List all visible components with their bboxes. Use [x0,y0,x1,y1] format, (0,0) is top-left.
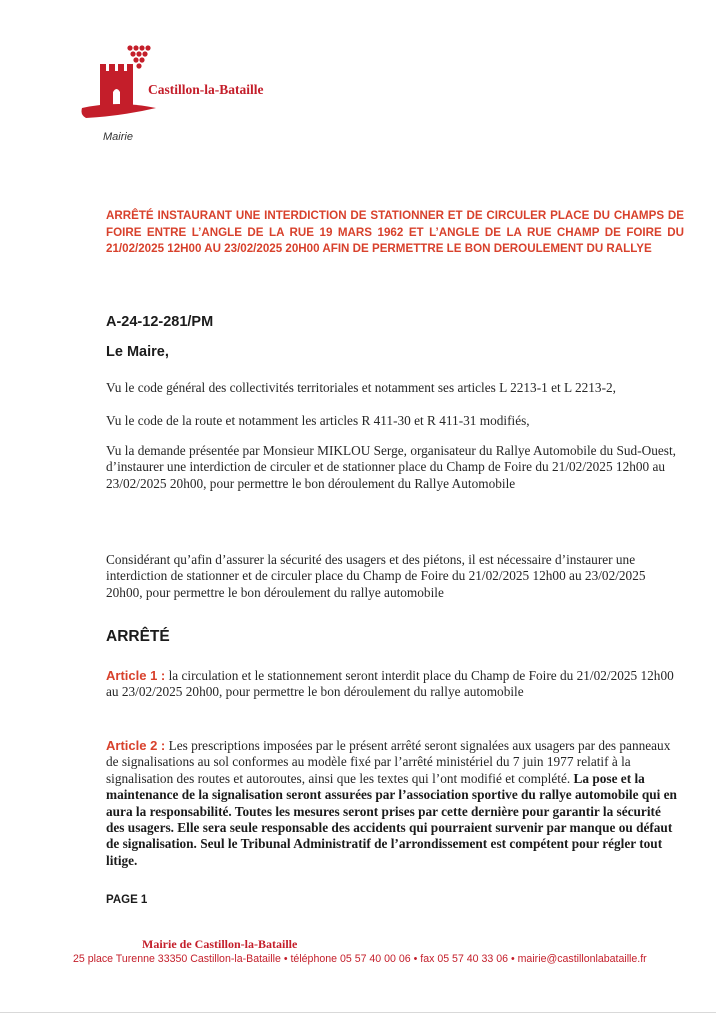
mairie-label: Mairie [103,131,133,143]
article-text: Les prescriptions imposées par le présent arrêté seront signalées aux usagers par des panneaux de signalisations au sol conformes au modèle fixé par l’arrêté ministériel du 7 juin 1977 relatif à la signalisation des routes et autoroutes, ainsi que les textes qui l’ont modifié et complété. [106,738,671,786]
town-name: Castillon-la-Bataille [148,82,264,97]
swoosh-icon [82,104,157,118]
vu-paragraph: Vu le code général des collectivités territoriales et notamment ses articles L 2213-1 et L 2213-2, [106,380,616,395]
footer-organization: Mairie de Castillon-la-Bataille [142,937,298,951]
document-reference: A-24-12-281/PM [106,314,214,330]
tower-icon [100,64,133,106]
maire-heading: Le Maire, [106,344,169,360]
article-label: Article 2 : [106,738,166,753]
considerant-paragraph: Considérant qu’afin d’assurer la sécurité des usagers et des piétons, il est nécessaire d’instaurer une interdiction de stationner et de circuler place du Champ de Foire du 21/02/2025 12h00 au 23/02/2025 20h00, pour permettre le bon déroulement du rallye automobile [106,552,646,600]
bottom-divider [0,1012,716,1013]
article-bold-text: La pose et la maintenance de la signalisation seront assurées par l’association sportive du rallye automobile qui en aura la responsabilité. Toutes les mesures seront prises par cette dernière pour garantir la sécurité des usagers. Elle sera seule responsable des accidents qui pourraient survenir par manque ou défaut de signalisation. Seul le Tribunal Administratif de l’arrondissement est compétent pour régler tout litige. [106,770,677,868]
vu-paragraph: Vu la demande présentée par Monsieur MIKLOU Serge, organisateur du Rallye Automobile du Sud-Ouest, d’instaurer une interdiction de circuler et de stationner place du Champ de Foire du 21/02/2025 12h00 au 23/02/2025 20h00, pour permettre le bon déroulement du Rallye Automobile [106,443,676,491]
arrete-heading: ARRÊTÉ [106,628,170,645]
article-text: la circulation et le stationnement seront interdit place du Champ de Foire du 21/02/2025 12h00 au 23/02/2025 20h00, pour permettre le bon déroulement du rallye automobile [106,668,674,700]
vu-paragraph: Vu le code de la route et notamment les articles R 411-30 et R 411-31 modifiés, [106,413,530,428]
article-2 [106,738,680,869]
footer-address: 25 place Turenne 33350 Castillon-la-Bataille • téléphone 05 57 40 00 06 • fax 05 57 40 33 06 • mairie@castillonlabataille.fr [73,953,647,965]
article-1 [106,668,680,701]
article-label: Article 1 : [106,668,166,683]
page-number: PAGE 1 [106,894,148,906]
document-title: ARRÊTÉ INSTAURANT UNE INTERDICTION DE STATIONNER ET DE CIRCULER PLACE DU CHAMPS DE FOIRE ENTRE L’ANGLE DE LA RUE 19 MARS 1962 ET L’ANGLE DE LA RUE CHAMP DE FOIRE DU 21/02/2025 12H00 AU 23/02/2025 20H00 AFIN DE PERMETTRE LE BON DEROULEMENT DU RALLYE [106,209,684,255]
